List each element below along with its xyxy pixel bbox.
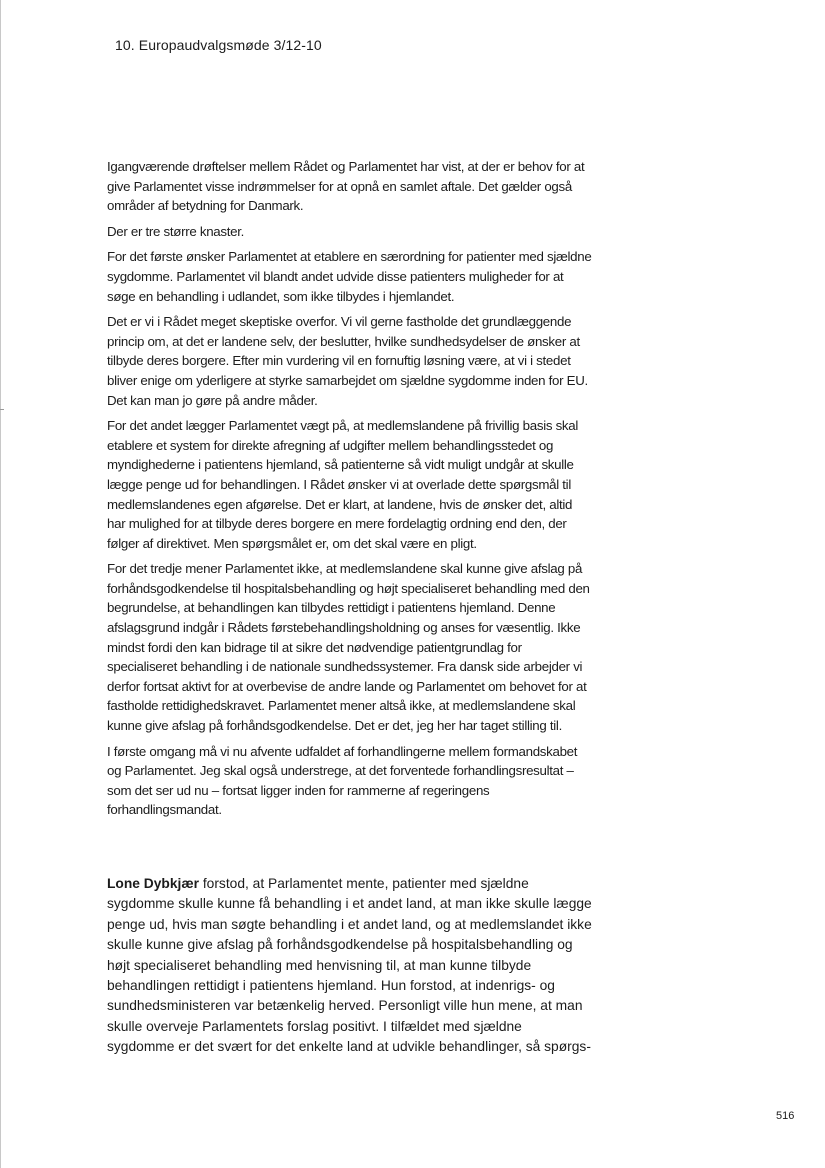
speaker-statement	[107, 874, 593, 1064]
body-paragraph: For det tredje mener Parlamentet ikke, at medlemslandene skal kunne give afslag på forhåndsgodkendelse til hospitalsbehandling og højt specialiseret behandling med den begrundelse, at behandlingen kan tilbydes rettidigt i patientens hjemland. Denne afslagsgrund indgår i Rådets førstebehandlingsholdning og anses for væsentlig. Ikke mindst fordi den kan bidrage til at sikre det nødvendige patientgrundlag for specialiseret behandling i de nationale sundhedssystemer. Fra dansk side arbejder vi derfor fortsat aktivt for at overbevise de andre lande og Parlamentet om behovet for at fastholde rettidighedskravet. Parlamentet mener altså ikke, at medlemslandene skal kunne give afslag på forhåndsgodkendelse. Det er det, jeg her har taget stilling til.	[107, 561, 590, 734]
body-paragraph: Der er tre større knaster.	[107, 223, 245, 239]
minister-speech	[107, 157, 593, 826]
page-number: 516	[776, 1110, 795, 1122]
body-paragraph: Igangværende drøftelser mellem Rådet og Parlamentet har vist, at der er behov for at give Parlamentet visse indrømmelser for at opnå en samlet aftale. Det gælder også områder af betydning for Danmark.	[107, 159, 585, 214]
statement-text: forstod, at Parlamentet mente, patienter med sjældne sygdomme skulle kunne få behandling i et andet land, at man ikke skulle lægge penge ud, hvis man søgte behandling i et andet land, og at medlemslandet ikke skulle kunne give afslag på forhåndsgodkendelse på hospitalsbehandling og højt specialiseret behandling med henvisning til, at man kunne tilbyde behandlingen rettidigt i patientens hjemland. Hun forstod, at indenrigs- og sundhedsministeren var betænkelig herved. Personligt ville hun mene, at man skulle overveje Parlamentets forslag positivt. I tilfældet med sjældne sygdomme er det svært for det enkelte land at udvikle behandlinger, så spørgs-	[107, 876, 592, 1055]
meeting-header: 10. Europaudvalgsmøde 3/12-10	[115, 37, 322, 53]
page-edge-line	[0, 0, 1, 1168]
speaker-name: Lone Dybkjær	[107, 876, 199, 891]
body-paragraph: Det er vi i Rådet meget skeptiske overfor. Vi vil gerne fastholde det grundlæggende princip om, at det er landene selv, der beslutter, hvilke sundhedsydelser de ønsker at tilbyde deres borgere. Efter min vurdering vil en fornuftig løsning være, at vi i stedet bliver enige om yderligere at styrke samarbejdet om sjældne sygdomme inden for EU. Det kan man jo gøre på andre måder.	[107, 314, 588, 408]
page-edge-mark	[0, 409, 4, 410]
body-paragraph: For det første ønsker Parlamentet at etablere en særordning for patienter med sjældne sygdomme. Parlamentet vil blandt andet udvide disse patienters muligheder for at søge en behandling i udlandet, som ikke tilbydes i hjemlandet.	[107, 249, 592, 304]
body-paragraph: For det andet lægger Parlamentet vægt på, at medlemslandene på frivillig basis skal etablere et system for direkte afregning af udgifter mellem behandlingsstedet og myndighederne i patientens hjemland, så patienterne så vidt muligt undgår at skulle lægge penge ud for behandlingen. I Rådet ønsker vi at overlade dette spørgsmål til medlemslandenes egen afgørelse. Det er klart, at landene, hvis de ønsker det, altid har mulighed for at tilbyde deres borgere en mere fordelagtig ordning end den, der følger af direktivet. Men spørgsmålet er, om det skal være en pligt.	[107, 418, 579, 551]
body-paragraph: I første omgang må vi nu afvente udfaldet af forhandlingerne mellem formandskabet og Parlamentet. Jeg skal også understrege, at det forventede forhandlingsresultat – som det ser ud nu – fortsat ligger inden for rammerne af regeringens forhandlingsmandat.	[107, 743, 578, 818]
statement-paragraph	[107, 874, 593, 1058]
